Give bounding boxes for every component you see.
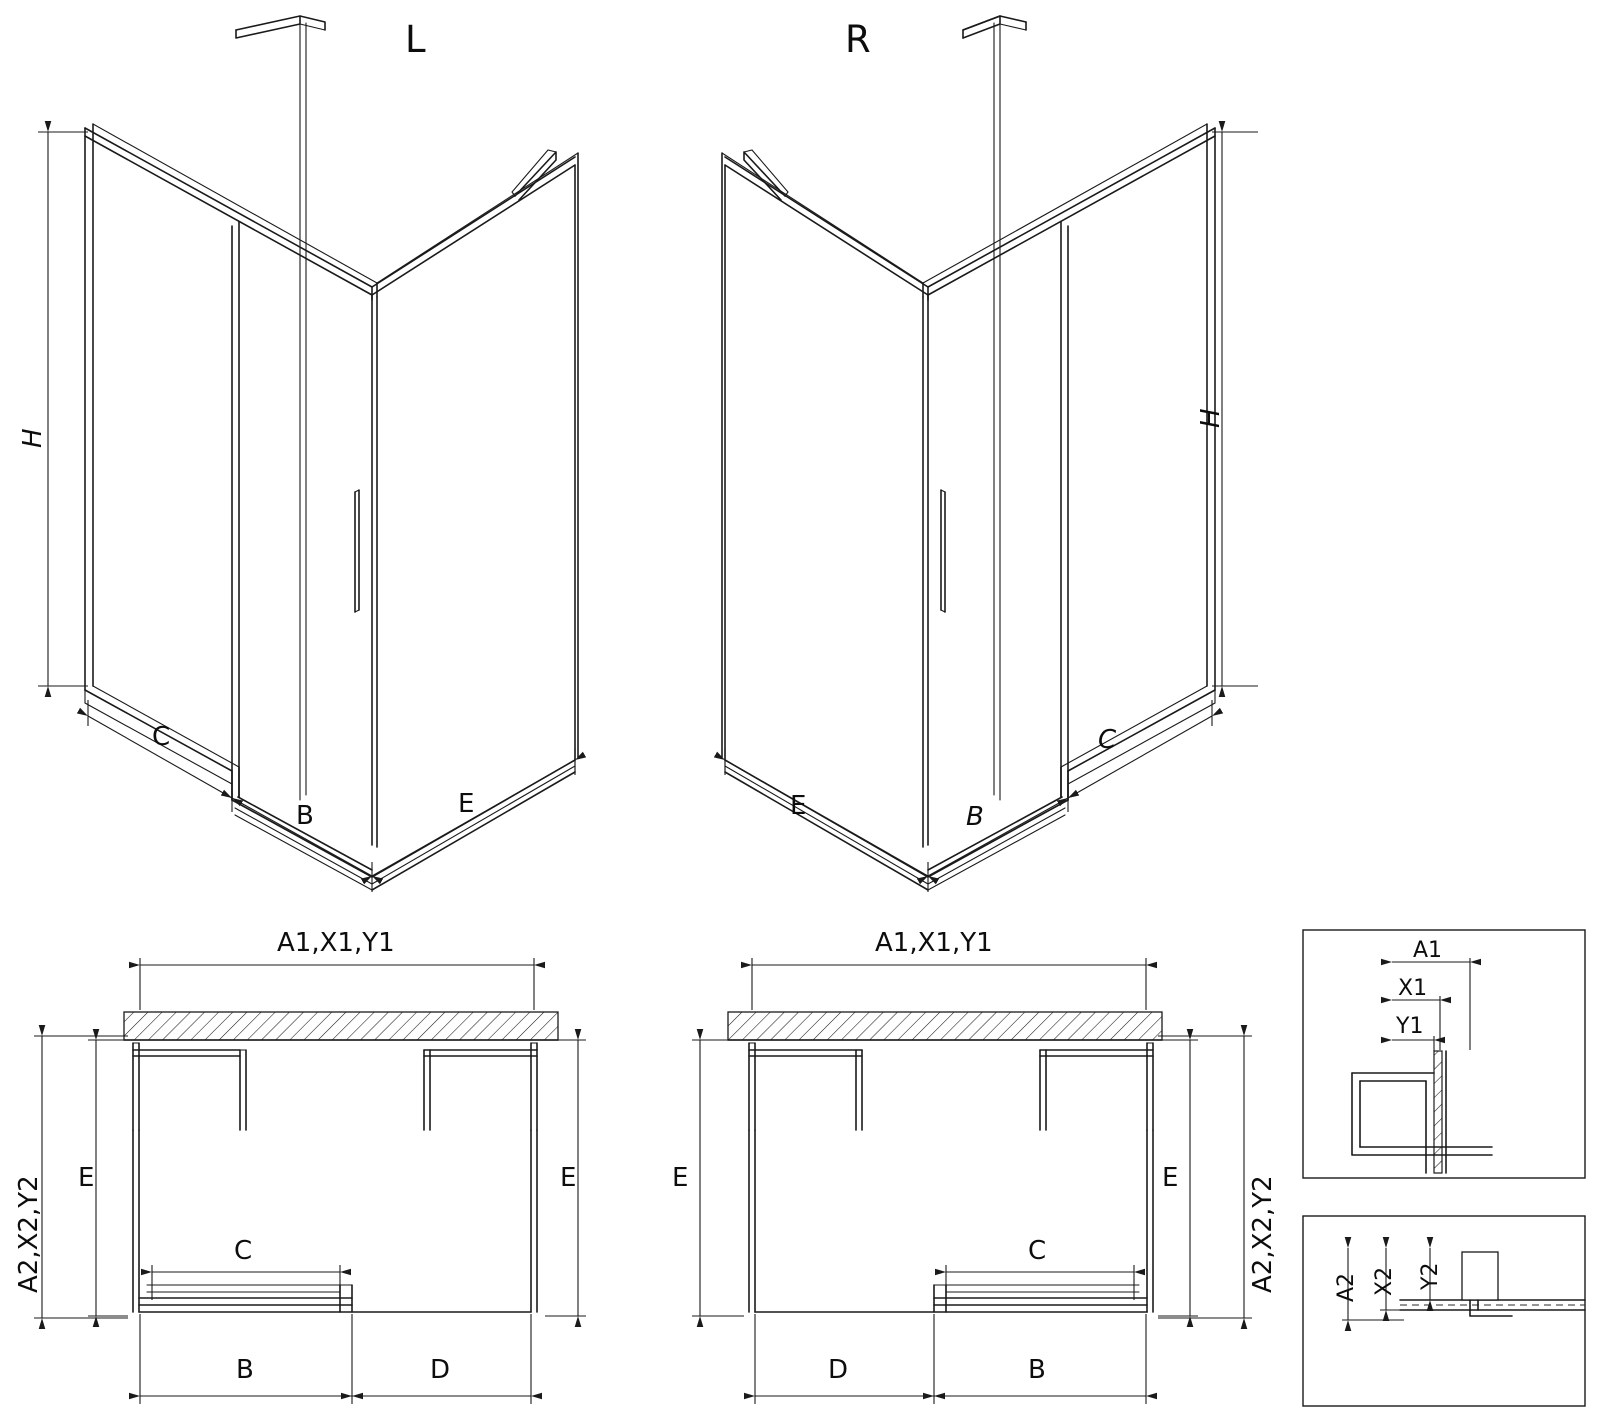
- plan-left-dim-d: D: [430, 1355, 451, 1385]
- iso-left-dim-h: H: [18, 428, 48, 448]
- iso-left-variant-label: L: [405, 18, 426, 61]
- detail-top-dim-y1: Y1: [1396, 1014, 1424, 1039]
- plan-right-dim-e-left: E: [672, 1163, 689, 1193]
- detail-top: [1303, 930, 1585, 1178]
- plan-right-dim-b: B: [1028, 1355, 1046, 1385]
- iso-right-variant-label: R: [845, 18, 871, 61]
- iso-view-right: [722, 16, 1258, 892]
- detail-bottom-dim-y2: Y2: [1418, 1262, 1443, 1290]
- plan-right-dim-a2x2y2: A2,X2,Y2: [1248, 1175, 1278, 1293]
- plan-right-dim-d: D: [828, 1355, 849, 1385]
- iso-right-dim-c: C: [1098, 725, 1117, 755]
- detail-top-dim-a1: A1: [1413, 938, 1443, 963]
- detail-bottom-dim-x2: X2: [1372, 1266, 1397, 1296]
- iso-left-dim-b: B: [296, 801, 314, 831]
- plan-right-dim-a1x1y1: A1,X1,Y1: [875, 928, 993, 958]
- iso-right-dim-h: H: [1196, 408, 1226, 428]
- detail-bottom-dim-a2: A2: [1334, 1272, 1359, 1302]
- iso-left-dim-c: C: [152, 722, 171, 752]
- plan-left-dim-a1x1y1: A1,X1,Y1: [277, 928, 395, 958]
- detail-bottom: [1303, 1216, 1585, 1406]
- plan-right-dim-e-right: E: [1162, 1163, 1179, 1193]
- plan-left-dim-a2x2y2: A2,X2,Y2: [14, 1175, 44, 1293]
- iso-right-dim-b: B: [966, 802, 984, 832]
- plan-left-dim-b: B: [236, 1355, 254, 1385]
- iso-left-dim-e: E: [458, 789, 475, 819]
- plan-left-dim-e-left: E: [78, 1163, 95, 1193]
- iso-right-dim-e: E: [790, 791, 807, 821]
- plan-view-left: [34, 958, 586, 1404]
- plan-left-dim-c: C: [234, 1236, 253, 1266]
- iso-view-left: [38, 16, 578, 892]
- detail-top-dim-x1: X1: [1398, 976, 1428, 1001]
- plan-right-dim-c: C: [1028, 1236, 1047, 1266]
- plan-left-dim-e-right: E: [560, 1163, 577, 1193]
